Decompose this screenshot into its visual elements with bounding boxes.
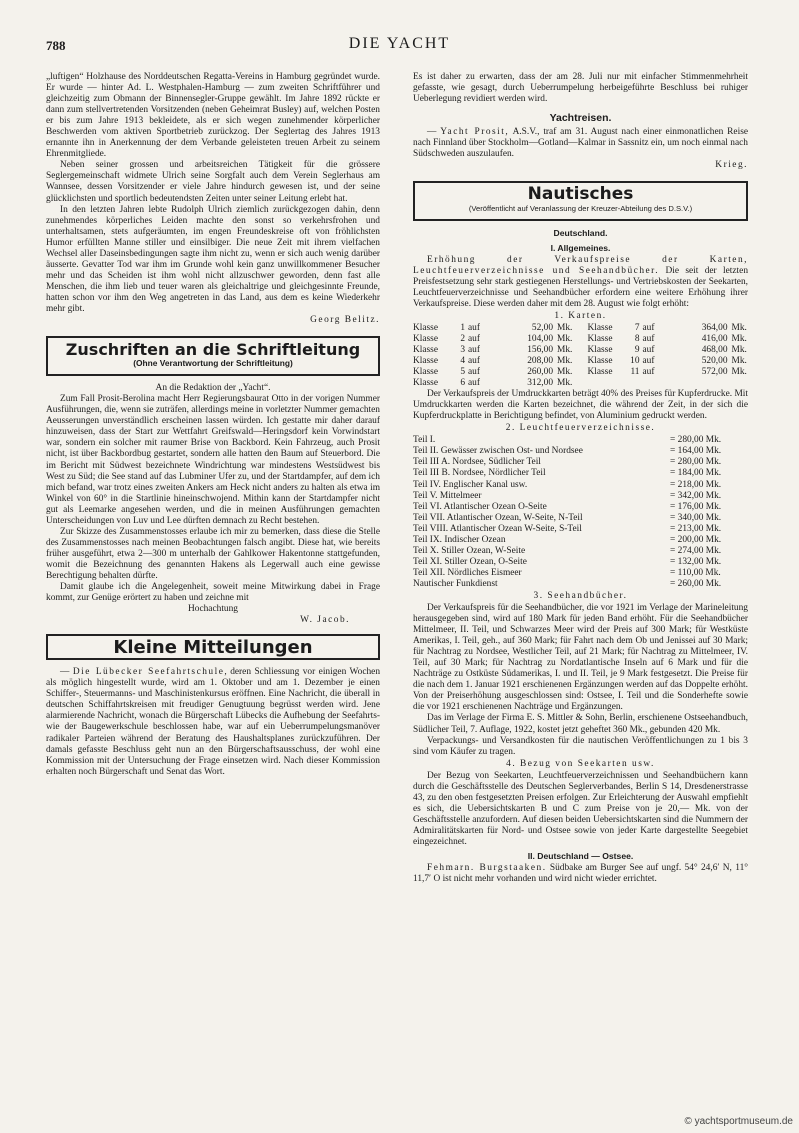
chart-class-cell: auf <box>642 344 655 355</box>
chart-class-cell: 156,00 <box>527 344 553 355</box>
ordering-paragraph: Der Bezug von Seekarten, Leuchtfeuerverzeichnissen und Seehandbüchern kann durch die Geschäftsstelle des Deutschen Seglerverbandes, Berlin S 14, Dresdenerstrasse 43, zu den oben festgesetzten Preisen erfolgen. Zur Erleichterung der Auswahl empfiehlt es sich, die Uebersichtskarten B und C zum Preise von je 20,— Mk. von der Geschäftsstelle anzufordern. Auf diesen beiden Uebersichtskarten sind die Nummern der Admiralitätskarten für Nord- und Ostsee sowie von jeder Karte dargestellte Seegebiet eingezeichnet. <box>413 770 748 847</box>
light-list-row <box>413 535 748 546</box>
general-heading: I. Allgemeines. <box>550 242 611 253</box>
chart-class-cell: Klasse <box>413 355 438 366</box>
left-column <box>46 72 380 778</box>
light-list-row <box>413 557 748 568</box>
chart-class-row <box>588 334 749 345</box>
chart-class-cell: Mk. <box>731 355 747 366</box>
yacht-trips-signature: Krieg. <box>715 160 748 171</box>
light-list-price: = 280,00 Mk. <box>670 435 722 446</box>
chart-class-cell: auf <box>642 355 655 366</box>
light-list-price: = 110,00 Mk. <box>670 567 721 578</box>
chart-class-cell: auf <box>468 322 480 333</box>
fehmarn-lead: Fehmarn. Burgstaaken. <box>427 863 547 874</box>
chart-class-cell: Klasse <box>587 333 613 344</box>
chart-class-row <box>413 356 574 367</box>
chart-class-cell: 312,00 <box>527 378 553 389</box>
light-list-price: = 342,00 Mk. <box>670 490 722 501</box>
chart-class-cell: Klasse <box>413 367 438 378</box>
chart-class-cell: 468,00 <box>701 344 728 355</box>
news-lead: Die Lübecker Seefahrtschule <box>72 667 225 678</box>
sailing-directions-heading: 3. Seehandbücher. <box>533 590 628 601</box>
light-list-row <box>413 491 748 502</box>
chart-class-cell: 2 <box>460 333 465 344</box>
obituary-signature: Georg Belitz. <box>310 315 380 326</box>
chart-class-column <box>413 323 574 389</box>
light-list-name: Teil VII. Atlantischer Ozean, W-Seite, N-Teil <box>413 512 583 523</box>
letter-address: An die Redaktion der „Yacht“. <box>155 383 271 394</box>
letters-section-title: Zuschriften an die Schriftleitung <box>65 340 361 360</box>
yacht-trips-heading: Yachtreisen. <box>549 112 612 125</box>
chart-class-cell: auf <box>468 355 480 366</box>
light-list-row <box>413 568 748 579</box>
obituary-paragraph: In den letzten Jahren lebte Rudolph Ulrich ziemlich zurückgezogen dahin, denn zunehmendes körperliches Leiden machte den sonst so verkehrsfrohen und unterhaltsamen, stets aufgeräumten, im engen Freundeskreise oft von fröhlichsten Humor erfüllten Manne stiller und einsilbiger. Die neue Zeit mit ihrem vielfachen Wechsel aller Daseinsbedingungen sagte ihm nicht zu, wenn er sich auch wenig darüber äusserte. Gevatter Tod war ihm im Grunde wohl kein ganz unwillkommener Besucher mehr und das Scheiden ist ihm wohl nicht allzuschwer geworden, denn fast alle Menschen, die ihm lieb und teuer waren als gleichaltrige und gleichgesinnte Freunde, hatten schon vor ihm den Weg angetreten in das Land, aus dem es keine Wiederkehr mehr gibt. <box>46 204 380 314</box>
chart-class-row <box>588 323 749 334</box>
light-lists-table <box>413 435 748 590</box>
chart-class-cell: Mk. <box>557 378 573 389</box>
price-increase-paragraph <box>413 255 748 310</box>
baltic-heading: II. Deutschland — Ostsee. <box>527 851 634 862</box>
chart-class-row <box>413 378 574 389</box>
light-list-row <box>413 502 748 513</box>
light-list-name: Teil X. Stiller Ozean, W-Seite <box>413 545 526 556</box>
light-list-row <box>413 546 748 557</box>
chart-class-cell: Klasse <box>413 322 438 333</box>
light-list-price: = 260,00 Mk. <box>670 578 722 589</box>
chart-class-row <box>588 356 749 367</box>
chart-class-cell: Klasse <box>587 355 613 366</box>
chart-class-cell: Klasse <box>413 378 438 389</box>
right-column <box>413 72 748 885</box>
chart-class-cell: auf <box>468 367 480 378</box>
light-list-name: Nautischer Funkdienst <box>413 578 498 589</box>
letters-section-box <box>46 336 380 376</box>
chart-class-cell: Mk. <box>557 322 573 333</box>
chart-class-cell: 52,00 <box>531 322 553 333</box>
light-list-name: Teil II. Gewässer zwischen Ost- und Nordsee <box>413 446 583 457</box>
light-list-name: Teil IV. Englischer Kanal usw. <box>413 479 528 490</box>
light-list-row <box>413 435 748 446</box>
light-list-price: = 218,00 Mk. <box>670 479 722 490</box>
chart-class-cell: 8 <box>634 333 640 344</box>
nautical-section-box <box>413 181 748 221</box>
chart-class-column <box>588 323 749 389</box>
chart-class-row <box>413 367 574 378</box>
light-list-name: Teil VIII. Atlantischer Ozean W-Seite, S-Teil <box>413 523 582 534</box>
charts-heading: 1. Karten. <box>554 310 607 321</box>
light-list-name: Teil VI. Atlantischer Ozean O-Seite <box>413 501 547 512</box>
light-list-row <box>413 480 748 491</box>
letter-paragraph: Damit glaube ich die Angelegenheit, soweit meine Mitwirkung dabei in Frage kommt, zur Genüge erörtert zu haben und zeichne mit <box>46 582 380 604</box>
light-list-name: Teil XI. Stiller Ozean, O-Seite <box>413 556 527 567</box>
chart-class-cell: 4 <box>460 355 465 366</box>
news-section-title: Kleine Mitteilungen <box>113 637 313 659</box>
light-list-price: = 274,00 Mk. <box>670 545 722 556</box>
news-body: deren Schliessung vor einigen Wochen als möglich hingestellt wurde, wird am 1. Oktober und am 1. Dezember je einen Schiffer-, Steuermanns- und Maschinistenkursus eröffnen. Eine Nachricht, die überall in deutschen Schiffahrtskreisen mit freudiger Genugtuung begrüsst werden wird. Jene alarmierende Nachricht, wonach die Bürgerschaft Lübecks die Aufhebung der Seefahrts- wie der Baugewerkschule beschlossen habe, war auf ein Ueberrumpelungsmanöver radikaler Parteien während der Beratung des Haushaltsplanes zurückzuführen. Der damals gefasste Beschluss geht nun an den Bürgerschaftsausschuss, der wohl eine Kommission mit der Untersuchung der Frage einsetzen wird. Nach dieser Kommission erhalten noch Bürgerschaft und Senat das Wort. <box>46 667 381 777</box>
chart-class-cell: 6 <box>460 378 465 389</box>
chart-class-cell: Mk. <box>731 367 747 378</box>
chart-class-cell: 572,00 <box>701 367 728 378</box>
chart-class-row <box>588 367 749 378</box>
light-list-name: Teil III A. Nordsee, Südlicher Teil <box>413 457 541 468</box>
yacht-name: Yacht Prosit, <box>440 127 510 138</box>
chart-class-cell: 520,00 <box>701 355 728 366</box>
sailing-directions-paragraph: Der Verkaufspreis für die Seehandbücher, die vor 1921 im Verlage der Marineleitung herausgegeben sind, wird auf 180 Mark für jeden Band erhöht. Für die Seehandbücher Mittelmeer, II. Teil, und Schwarzes Meer wird der Preis auf 300 Mark; für Westküste Amerikas, I. Teil, geh., auf 360 Mark; für Fahrt nach dem Ob und Jenissei auf 30 Mark; für Nachtrag zu Nordsee, Westlicher Teil, auf 21 Mark; für Nachtrag zu Mittelmeer, IV. Teil, auf 30 Mark; für Nachtrag zu Nordatlantische Inseln auf 6 Mark und für die Nachträge zu Ostküste Südamerikas, I. und II. Teil, je 9 Mark festgesetzt. Die Preise für die nach dem 1. Januar 1921 erschienenen Ergänzungen werden auf das Doppelte erhöht. Von der Preiserhöhung ausgeschlossen sind: Ostsee, I. Teil und die Sonderhefte sowie die vor 1921 erschienenen Nachträge und Ergänzungen. <box>413 603 748 713</box>
chart-class-cell: Mk. <box>557 367 573 378</box>
light-list-price: = 164,00 Mk. <box>670 446 722 457</box>
light-list-price: = 213,00 Mk. <box>670 523 722 534</box>
yacht-trips-body: A.S.V., traf am 31. August nach einer einmonatlichen Reise nach Finnland über Stockholm—Gotland—Kalmar in Sassnitz ein, um noch einmal nach Südschweden auszulaufen. <box>413 127 749 160</box>
letter-paragraph: Zum Fall Prosit-Berolina macht Herr Regierungsbaurat Otto in der vorigen Nummer Ausführungen, die, wenn sie zuträfen, allerdings meine in vorletzter Nummer gemachten Aeusserungen unverständlich erscheinen lassen würden. Ich gestatte mir daher darauf hinzuweisen, dass der Start zur Wettfahrt Greifswald—Heringsdorf kein Vorwindstart war, sondern ein solcher mit raumer Brise von Backbord. Kein Fahrzeug, auch Prosit nicht, ist über Backbordbug gestartet, sondern alle hatten den Baum auf Steuerbord. Die im Bericht mit Südwest bezeichnete Windrichtung war mindestens Westsüdwest bis West zu Süd; die See stand auf das Lubminer Ufer zu, und der Startdampfer, auf dem ich mich befand, war trotz eines zweiten Ankers am Heck nicht anders zu halten als etwa im Winkel von 60° in die Startlinie hineinschwojend. Mithin kann der Startdampfer nicht gut als Leemarke angesehen werden, und die in meinen Ausführungen gemachten Unterscheidungen von Luv und Lee dürften demnach zu Recht bestehen. <box>46 394 380 526</box>
chart-class-cell: 364,00 <box>701 322 728 333</box>
chart-class-cell: Klasse <box>587 322 613 333</box>
price-increase-body: Die seit der letzten Preisfestsetzung sehr stark gestiegenen Herstellungs- und Vertriebskosten der Seekarten, Leuchtfeuerverzeichnisse und Seehandbücher erfordern eine weitere Erhöhung ihrer Verkaufspreise. Diese werden daher mit dem 28. August wie folgt erhöht: <box>413 265 749 309</box>
chart-class-cell: 104,00 <box>527 333 553 344</box>
obituary-paragraph: Neben seiner grossen und arbeitsreichen Tätigkeit für die grössere Seglergemeinschaft widmete Ulrich seine Sorgfalt auch dem Verein Seglerhaus am Wannsee, dessen Vorsitzender er viele Jahre hindurch gewesen ist, und der seine glücklichsten und sportlich bedeutendsten Zeiten unter seiner Leitung erlebt hat. <box>46 160 380 204</box>
chart-class-cell: 416,00 <box>701 333 728 344</box>
chart-class-cell: 208,00 <box>527 355 553 366</box>
sailing-directions-paragraph: Das im Verlage der Firma E. S. Mittler & Sohn, Berlin, erschienene Ostseehandbuch, Südlicher Teil, 7. Auflage, 1922, kostet jetzt geheftet 360 Mk., gebunden 420 Mk. <box>413 713 748 735</box>
chart-class-cell: auf <box>468 333 480 344</box>
ordering-heading: 4. Bezug von Seekarten usw. <box>506 758 655 769</box>
light-list-name: Teil V. Mittelmeer <box>413 490 482 501</box>
light-list-name: Teil I. <box>413 435 436 446</box>
light-list-price: = 132,00 Mk. <box>670 556 722 567</box>
chart-class-cell: 7 <box>634 322 640 333</box>
chart-class-cell: Klasse <box>413 333 438 344</box>
chart-class-cell: 9 <box>634 344 640 355</box>
chart-class-cell: 3 <box>460 344 465 355</box>
chart-class-cell: Mk. <box>731 333 747 344</box>
chart-class-cell: auf <box>468 378 480 389</box>
fehmarn-body: Südbake am Burger See auf ungf. 54° 24,6′ N, 11° 11,7′ O ist nicht mehr vorhanden und wird nicht wieder errichtet. <box>413 863 749 885</box>
yacht-trips-paragraph: — Yacht Prosit, A.S.V., traf am 31. August nach einer einmonatlichen Reise nach Finnland über Stockholm—Gotland—Kalmar in Sassnitz ein, um noch einmal nach Südschweden auszulaufen. <box>413 127 749 160</box>
page-number: 788 <box>46 38 66 53</box>
obituary-paragraph: „luftigen“ Holzhause des Norddeutschen Regatta-Vereins in Hamburg gegründet wurde. Er wurde — hinter Ad. L. Westphalen-Hamburg — zum zweiten Schriftführer und gleichzeitig zum Obmann der Binnensegler-Gruppe gewählt. Im Jahre 1892 rückte er dann zum stellvertretenden Vorsitzenden (neben Geheimrat Busley) auf, welchen Posten er bis zum Jahre 1913 bekleidete, als er sich wegen zunehmender körperlicher Beschwerden vom aktiven Sportbetrieb zurückzog. Der Seglertag des Jahres 1913 ernannte ihn in Anerkennung der dem Verbande geleisteten treuen Arbeit zu seinem Ehrenmitgliede. <box>46 72 380 160</box>
sailing-directions-paragraph: Verpackungs- und Versandkosten für die nautischen Veröffentlichungen zu 1 bis 3 sind vom Käufer zu tragen. <box>413 735 748 757</box>
chart-class-cell: 1 <box>460 322 465 333</box>
light-list-price: = 280,00 Mk. <box>670 457 722 468</box>
chart-class-row <box>413 345 574 356</box>
light-list-row <box>413 457 748 468</box>
chart-class-row <box>588 345 749 356</box>
chart-class-cell: 10 <box>630 355 640 366</box>
light-list-name: Teil XII. Nördliches Eismeer <box>413 567 522 578</box>
nautical-section-subtitle: (Veröffentlicht auf Veranlassung der Kreuzer-Abteilung des D.S.V.) <box>468 204 693 214</box>
light-list-row <box>413 579 748 590</box>
light-list-price: = 200,00 Mk. <box>670 534 722 545</box>
news-paragraph: — Die Lübecker Seefahrtschule, deren Schliessung vor einigen Wochen als möglich hingestellt wurde, wird am 1. Oktober und am 1. Dezember je einen Schiffer-, Steuermanns- und Maschinistenkursus eröffnen. Eine Nachricht, die überall in deutschen Schiffahrtskreisen mit freudiger Genugtuung begrüsst werden wird. Jene alarmierende Nachricht, wonach die Bürgerschaft Lübecks die Aufhebung der Seefahrts- wie der Baugewerkschule beschlossen habe, war auf ein Ueberrumpelungsmanöver radikaler Parteien während der Beratung des Haushaltsplanes zurückzuführen. Der damals gefasste Beschluss geht nun an den Bürgerschaftsausschuss, der wohl eine Kommission mit der Untersuchung der Frage einsetzen wird. Nach dieser Kommission erhalten noch Bürgerschaft und Senat das Wort. <box>46 667 381 777</box>
chart-class-cell: auf <box>642 367 655 378</box>
continuation-paragraph: Es ist daher zu erwarten, dass der am 28. Juli nur mit einfacher Stimmenmehrheit gefasste, wie gesagt, durch Ueberrumpelung herbeigeführte Beschluss bei ruhiger Ueberlegung revidiert werden wird. <box>413 72 748 105</box>
chart-class-cell: Klasse <box>413 344 438 355</box>
chart-class-cell: Mk. <box>557 344 573 355</box>
country-heading: Deutschland. <box>553 228 608 239</box>
chart-class-cell: 260,00 <box>527 367 553 378</box>
light-list-row <box>413 468 748 479</box>
price-increase-lead: Erhöhung der Verkaufspreise der Karten, Leuchtfeuerverzeichnisse und Seehandbücher. <box>413 254 748 276</box>
news-section-box <box>46 634 380 660</box>
light-list-price: = 340,00 Mk. <box>670 512 722 523</box>
chart-class-cell: Mk. <box>731 322 747 333</box>
nautical-section-title: Nautisches <box>527 184 634 205</box>
chart-class-cell: Klasse <box>587 344 613 355</box>
light-list-name: Teil III B. Nordsee, Nördlicher Teil <box>413 468 546 479</box>
chart-class-row <box>413 334 574 345</box>
journal-title: DIE YACHT <box>348 35 451 52</box>
light-list-name: Teil IX. Indischer Ozean <box>413 534 506 545</box>
charts-paragraph: Der Verkaufspreis der Umdruckkarten beträgt 40% des Preises für Kupferdrucke. Mit Umdruckkarten werden die Karten bezeichnet, die während der Zeit, in der sich die Kupferdruckplatte in Berichtigung befindet, von Aluminium gedruckt werden. <box>413 389 748 422</box>
light-list-row <box>413 513 748 524</box>
light-list-row <box>413 524 748 535</box>
chart-class-cell: 5 <box>460 367 465 378</box>
chart-class-cell: auf <box>468 344 480 355</box>
chart-class-cell: Mk. <box>557 333 573 344</box>
letter-paragraph: Zur Skizze des Zusammenstosses erlaube ich mir zu bemerken, dass diese die Stelle des Zusammenstosses nach meinen Beobachtungen falsch angibt. Diese hat, wie bereits früher ausgeführt, etwa 2—300 m unterhalb der Gahlkower Hakentonne stattgefunden, womit die Bezeichnung des genannten Hakens als Legerwall auch eine gewisse Berechtigung behalten dürfte. <box>46 526 380 581</box>
chart-class-table <box>413 323 748 389</box>
letters-section-subtitle: (Ohne Verantwortung der Schriftleitung) <box>133 358 293 369</box>
letter-closing: Hochachtung <box>188 604 238 615</box>
letter-signature: W. Jacob. <box>300 615 350 626</box>
chart-class-row <box>413 323 574 334</box>
fehmarn-paragraph <box>413 863 748 885</box>
chart-class-cell: Mk. <box>731 344 747 355</box>
chart-class-cell: 11 <box>630 367 640 378</box>
chart-class-cell: Klasse <box>587 367 613 378</box>
watermark: © yachtsportmuseum.de <box>684 1116 793 1127</box>
light-list-price: = 184,00 Mk. <box>670 468 722 479</box>
chart-class-cell: auf <box>642 322 655 333</box>
light-lists-heading: 2. Leuchtfeuerverzeichnisse. <box>505 423 656 434</box>
chart-class-cell: auf <box>642 333 655 344</box>
light-list-row <box>413 446 748 457</box>
light-list-price: = 176,00 Mk. <box>670 501 722 512</box>
chart-class-cell: Mk. <box>557 355 573 366</box>
